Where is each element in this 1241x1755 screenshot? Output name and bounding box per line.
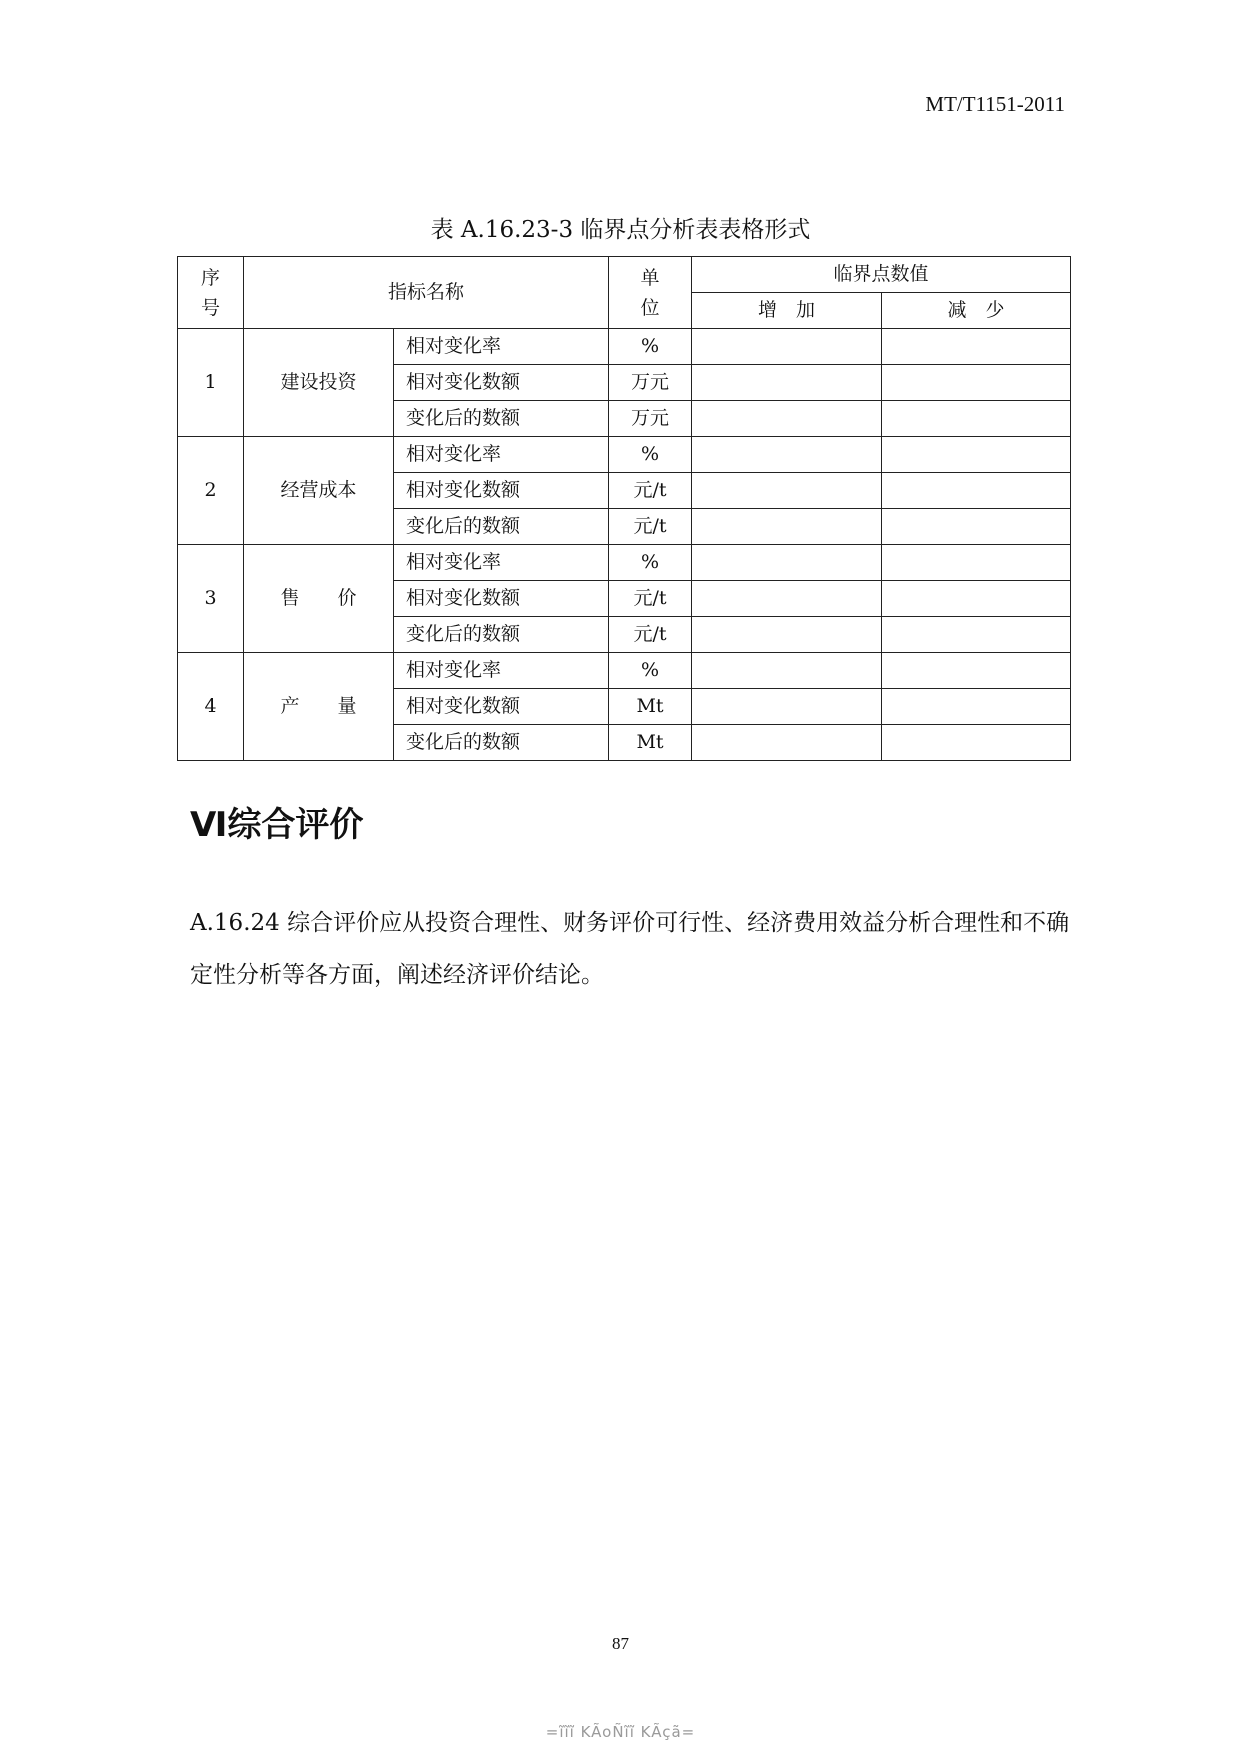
body-paragraph: A.16.24 综合评价应从投资合理性、财务评价可行性、经济费用效益分析合理性和不确定性分析等各方面，阐述经济评价结论。 [190, 910, 1070, 988]
row-decrease-value [882, 581, 1071, 617]
row-decrease-value [882, 653, 1071, 689]
row-decrease-value [882, 437, 1071, 473]
row-unit: 元/t [609, 509, 692, 545]
row-unit: 元/t [609, 617, 692, 653]
row-decrease-value [882, 545, 1071, 581]
row-increase-value [692, 725, 882, 761]
row-item: 相对变化率 [394, 437, 609, 473]
table-row [178, 545, 1071, 581]
header-seq: 序 号 [178, 257, 244, 329]
header-critical-value: 临界点数值 [692, 257, 1071, 293]
page-number: 87 [612, 1634, 629, 1653]
row-item: 相对变化率 [394, 545, 609, 581]
section-title: Ⅵ综合评价 [190, 805, 364, 845]
standard-number: MT/T1151-2011 [925, 92, 1065, 116]
row-decrease-value [882, 365, 1071, 401]
header-decrease: 减 少 [882, 293, 1071, 329]
row-increase-value [692, 473, 882, 509]
row-decrease-value [882, 329, 1071, 365]
row-item: 相对变化数额 [394, 365, 609, 401]
row-increase-value [692, 581, 882, 617]
row-indicator-name: 产 量 [244, 653, 394, 761]
row-unit: % [609, 437, 692, 473]
row-item: 变化后的数额 [394, 725, 609, 761]
row-indicator-name: 建设投资 [244, 329, 394, 437]
row-decrease-value [882, 725, 1071, 761]
row-decrease-value [882, 617, 1071, 653]
row-decrease-value [882, 401, 1071, 437]
row-increase-value [692, 437, 882, 473]
row-increase-value [692, 545, 882, 581]
row-seq: 2 [178, 437, 244, 545]
table-body [178, 329, 1071, 761]
row-item: 变化后的数额 [394, 617, 609, 653]
row-indicator-name: 售 价 [244, 545, 394, 653]
row-increase-value [692, 365, 882, 401]
row-seq: 3 [178, 545, 244, 653]
row-item: 相对变化率 [394, 329, 609, 365]
header-unit: 单 位 [609, 257, 692, 329]
row-increase-value [692, 653, 882, 689]
row-indicator-name: 经营成本 [244, 437, 394, 545]
row-item: 相对变化数额 [394, 473, 609, 509]
row-increase-value [692, 329, 882, 365]
header-increase: 增 加 [692, 293, 882, 329]
row-unit: % [609, 545, 692, 581]
row-item: 相对变化数额 [394, 689, 609, 725]
row-decrease-value [882, 473, 1071, 509]
row-unit: % [609, 653, 692, 689]
row-increase-value [692, 401, 882, 437]
row-seq: 1 [178, 329, 244, 437]
header-indicator: 指标名称 [244, 257, 609, 329]
row-decrease-value [882, 689, 1071, 725]
row-increase-value [692, 617, 882, 653]
row-item: 变化后的数额 [394, 401, 609, 437]
row-unit: Mt [609, 689, 692, 725]
row-increase-value [692, 509, 882, 545]
row-increase-value [692, 689, 882, 725]
row-item: 相对变化数额 [394, 581, 609, 617]
footer-watermark: =ĩĩĩ KÃoÑĩĩ KÃçã= [545, 1723, 696, 1741]
row-unit: 元/t [609, 473, 692, 509]
table-row [178, 437, 1071, 473]
row-decrease-value [882, 509, 1071, 545]
row-item: 变化后的数额 [394, 509, 609, 545]
row-unit: 万元 [609, 365, 692, 401]
row-unit: 元/t [609, 581, 692, 617]
row-item: 相对变化率 [394, 653, 609, 689]
table-caption: 表 A.16.23-3 临界点分析表表格形式 [430, 217, 811, 243]
row-unit: Mt [609, 725, 692, 761]
critical-point-table [177, 256, 1071, 761]
table-row [178, 653, 1071, 689]
table-row [178, 329, 1071, 365]
row-unit: % [609, 329, 692, 365]
row-seq: 4 [178, 653, 244, 761]
row-unit: 万元 [609, 401, 692, 437]
